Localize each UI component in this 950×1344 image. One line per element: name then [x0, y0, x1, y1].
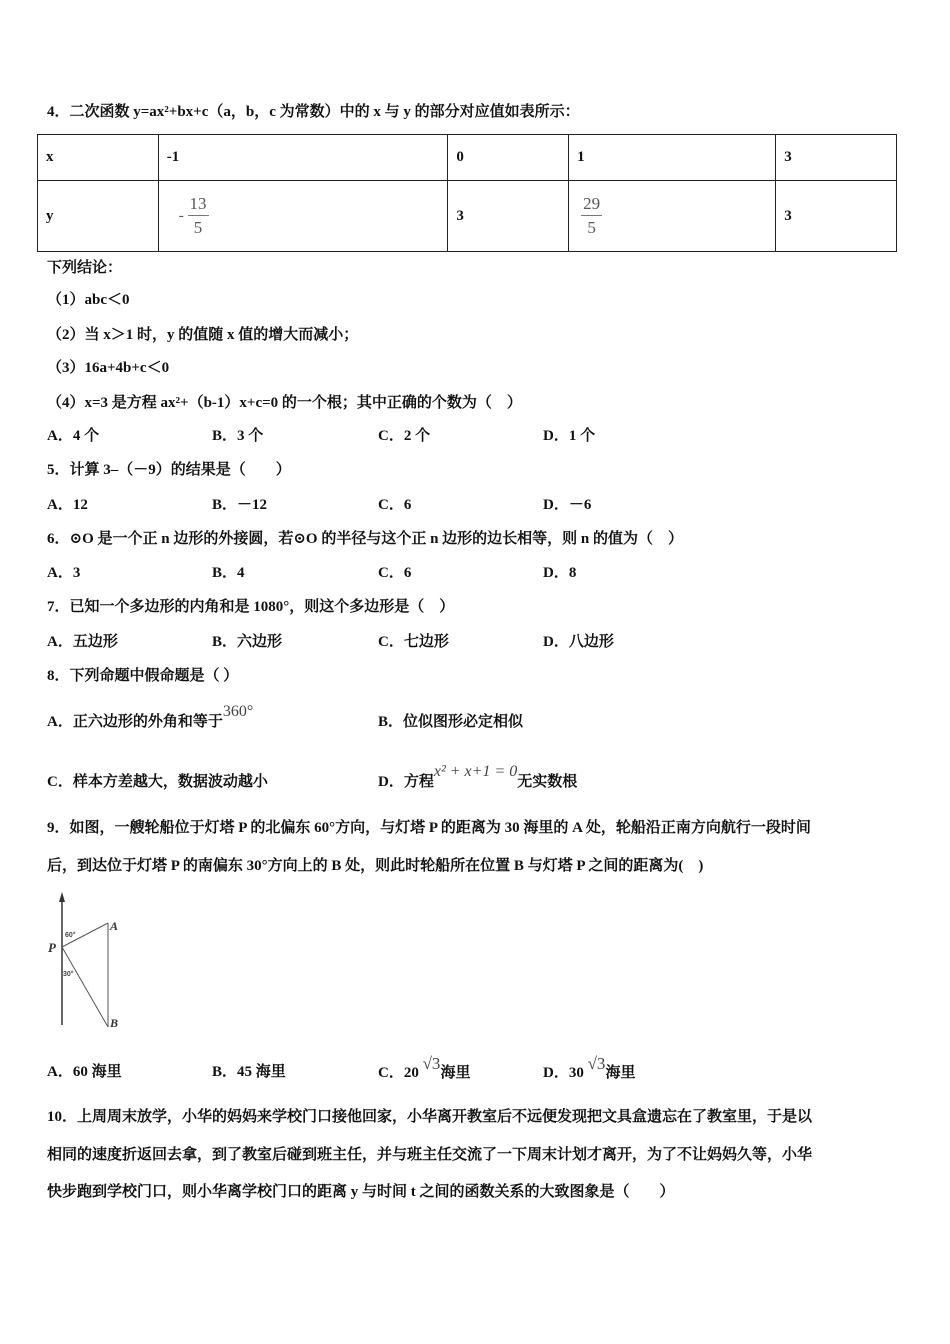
table-cell: 3 [776, 181, 897, 252]
table-cell: 3 [448, 181, 569, 252]
q6-option-d[interactable]: D．8 [543, 565, 577, 581]
table-cell: 1 [569, 135, 776, 181]
option-unit: 海里 [255, 1064, 286, 1080]
q6-option-a[interactable]: A．3 [47, 565, 81, 581]
q8-option-b[interactable]: B．位似图形必定相似 [378, 714, 524, 730]
table-cell: -1 [158, 135, 448, 181]
north-arrow-icon [59, 892, 65, 902]
q4-option-d[interactable]: D．1 个 [543, 428, 596, 444]
math-expression: x² + x+1 = 0 [433, 763, 518, 780]
option-text: A．正六边形的外角和等于 [47, 714, 223, 730]
q4-option-b[interactable]: B．3 个 [212, 428, 264, 444]
label-a: A [110, 919, 119, 933]
option-text: A．60 [47, 1064, 88, 1080]
q5-stem: 5．计算 3–（－9）的结果是（ ） [47, 462, 291, 478]
option-text: B．45 [212, 1064, 253, 1080]
q6-stem: 6．⊙O 是一个正 n 边形的外接圆，若⊙O 的半径与这个正 n 边形的边长相等，则 n 的值为（ ） [47, 531, 684, 547]
option-text: D．方程 [378, 774, 434, 790]
q9-stem-line: 9．如图，一艘轮船位于灯塔 P 的北偏东 60°方向，与灯塔 P 的距离为 30 海里的 A 处，轮船沿正南方向航行一段时间 [47, 820, 811, 836]
label-b: B [110, 1016, 119, 1030]
table-cell [158, 181, 448, 252]
option-unit: 海里 [440, 1065, 471, 1081]
q7-option-a[interactable]: A．五边形 [47, 634, 118, 650]
table-row [38, 181, 897, 252]
q6-option-b[interactable]: B．4 [212, 565, 245, 581]
denominator: 5 [193, 217, 203, 237]
q5-option-d[interactable]: D．－6 [543, 497, 592, 513]
table-cell: y [38, 181, 159, 252]
q4-item: （2）当 x＞1 时，y 的值随 x 值的增大而减小； [47, 327, 359, 343]
segment-pb [62, 947, 108, 1027]
q9-option-b[interactable] [212, 1062, 286, 1082]
q8-stem: 8．下列命题中假命题是（ ） [47, 668, 239, 684]
q9-figure-diagram [40, 890, 140, 1035]
q4-item: （3）16a+4b+c＜0 [47, 360, 170, 376]
fraction [188, 193, 209, 240]
q7-option-c[interactable]: C．七边形 [378, 634, 449, 650]
q4-stem: 4．二次函数 y=ax²+bx+c（a，b，c 为常数）中的 x 与 y 的部分对应值如表所示： [47, 104, 580, 120]
sqrt-expression: √3 [422, 1054, 441, 1073]
math-expression: 360° [222, 703, 254, 720]
q4-item: （1）abc＜0 [47, 292, 130, 308]
q7-stem: 7．已知一个多边形的内角和是 1080°，则这个多边形是（ ） [47, 599, 455, 615]
q7-option-b[interactable]: B．六边形 [212, 634, 283, 650]
q8-option-c[interactable]: C．样本方差越大，数据波动越小 [47, 774, 268, 790]
angle-label-60: 60° [65, 932, 76, 939]
numerator: 29 [581, 193, 602, 216]
q4-option-a[interactable]: A．4 个 [47, 428, 100, 444]
option-unit: 海里 [91, 1064, 122, 1080]
option-unit: 海里 [605, 1065, 636, 1081]
q10-stem-line: 相同的速度折返回去拿，到了教室后碰到班主任，并与班主任交流了一下周末计划才离开，为了不让妈妈久等，小华 [47, 1147, 813, 1163]
q6-option-c[interactable]: C．6 [378, 565, 412, 581]
numerator: 13 [188, 193, 209, 216]
q9-stem-line: 后，到达位于灯塔 P 的南偏东 30°方向上的 B 处，则此时轮船所在位置 B 与灯塔 P 之间的距离为( ) [47, 858, 704, 874]
option-text: 无实数根 [517, 774, 578, 790]
q9-option-a[interactable] [47, 1062, 122, 1082]
q9-option-d[interactable] [543, 1054, 636, 1083]
denominator: 5 [587, 217, 596, 237]
table-cell: 3 [776, 135, 897, 181]
q8-option-d[interactable] [378, 763, 578, 792]
q10-stem-line: 10．上周周末放学，小华的妈妈来学校门口接他回家，小华离开教室后不远便发现把文具盒遗忘在了教室里，于是以 [47, 1109, 813, 1125]
angle-label-30: 30° [63, 971, 74, 978]
q5-option-a[interactable]: A．12 [47, 497, 88, 513]
minus-sign: - [178, 207, 184, 224]
q10-stem-line: 快步跑到学校门口，则小华离学校门口的距离 y 与时间 t 之间的函数关系的大致图象是（ ） [47, 1184, 675, 1200]
q9-option-c[interactable] [378, 1054, 471, 1083]
option-text: D．30 [543, 1065, 584, 1081]
sqrt-expression: √3 [587, 1054, 606, 1073]
q4-option-c[interactable]: C．2 个 [378, 428, 431, 444]
table-cell: 0 [448, 135, 569, 181]
q5-option-c[interactable]: C．6 [378, 497, 412, 513]
q8-option-a[interactable] [47, 703, 254, 732]
q4-value-table [37, 134, 897, 252]
table-row [38, 135, 897, 181]
fraction [581, 193, 602, 240]
table-cell [569, 181, 776, 252]
option-text: C．20 [378, 1065, 419, 1081]
label-p: P [48, 940, 56, 955]
q4-lead: 下列结论： [47, 260, 123, 276]
q4-item: （4）x=3 是方程 ax²+（b-1）x+c=0 的一个根；其中正确的个数为（ ） [47, 395, 522, 411]
table-cell: x [38, 135, 159, 181]
q5-option-b[interactable]: B．－12 [212, 497, 268, 513]
q7-option-d[interactable]: D．八边形 [543, 634, 614, 650]
